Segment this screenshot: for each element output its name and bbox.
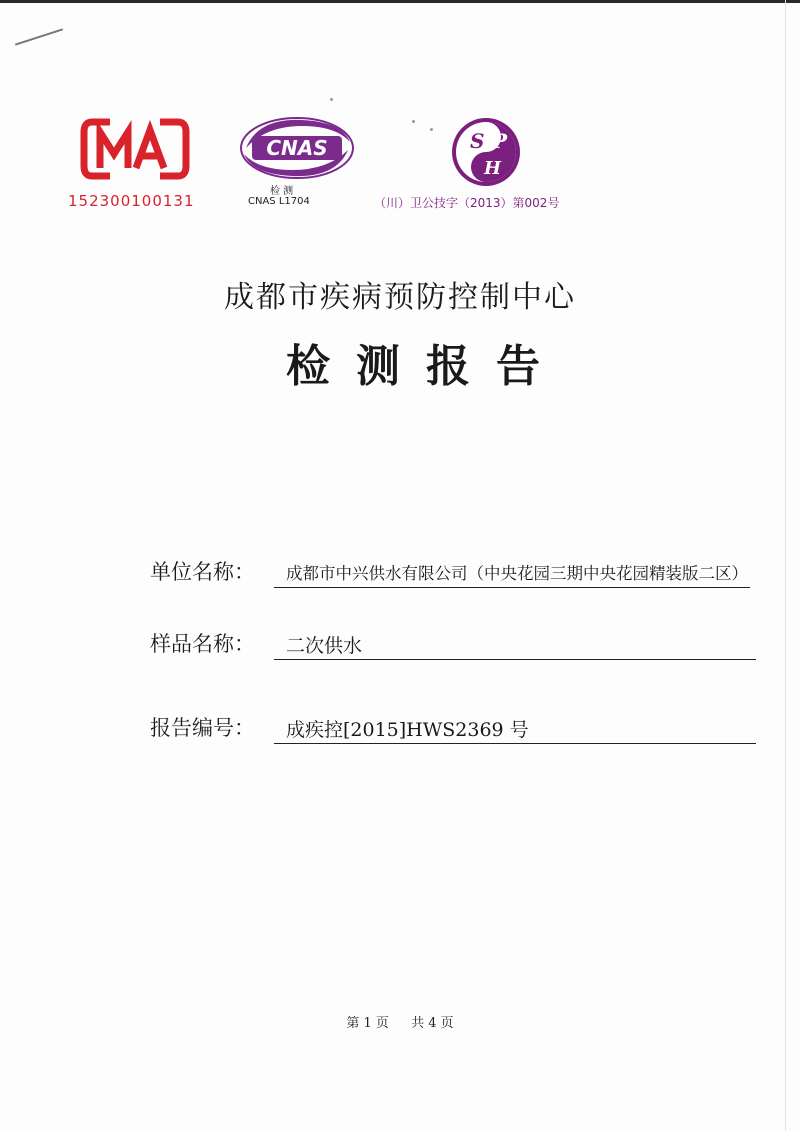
cnas-code: CNAS L1704	[248, 196, 310, 207]
scan-mark	[15, 28, 63, 45]
scan-dot	[430, 128, 433, 131]
svg-text:CNAS: CNAS	[266, 136, 328, 160]
cnas-badge-icon	[238, 112, 356, 186]
page-number: 第 1 页	[346, 1016, 389, 1031]
svg-text:S: S	[470, 129, 485, 153]
report-title: 检测报告	[286, 341, 566, 392]
svg-text:H: H	[484, 158, 502, 179]
cnas-subtitle: 检 测	[270, 186, 294, 197]
scan-dot	[330, 98, 333, 101]
report-number-value: 成疾控[2015]HWS2369 号	[274, 716, 756, 744]
report-number-label: 报告编号：	[150, 716, 255, 740]
unit-name-label: 单位名称：	[150, 560, 255, 584]
sample-name-value: 二次供水	[274, 632, 756, 660]
total-pages: 共 4 页	[411, 1016, 454, 1031]
organization-title: 成都市疾病预防控制中心	[224, 280, 576, 315]
scan-dot	[412, 120, 415, 123]
page-footer	[0, 1012, 800, 1031]
sph-license: （川）卫公技字（2013）第002号	[374, 196, 560, 210]
sample-name-label: 样品名称：	[150, 632, 255, 656]
cma-seal-icon	[80, 118, 190, 180]
sph-seal-icon	[448, 116, 524, 188]
scan-edge	[0, 0, 800, 3]
scan-edge-right	[785, 0, 786, 1131]
svg-text:P: P	[492, 129, 508, 153]
unit-name-value: 成都市中兴供水有限公司（中央花园三期中央花园精装版二区）	[274, 560, 750, 588]
cma-number: 152300100131	[68, 192, 195, 210]
